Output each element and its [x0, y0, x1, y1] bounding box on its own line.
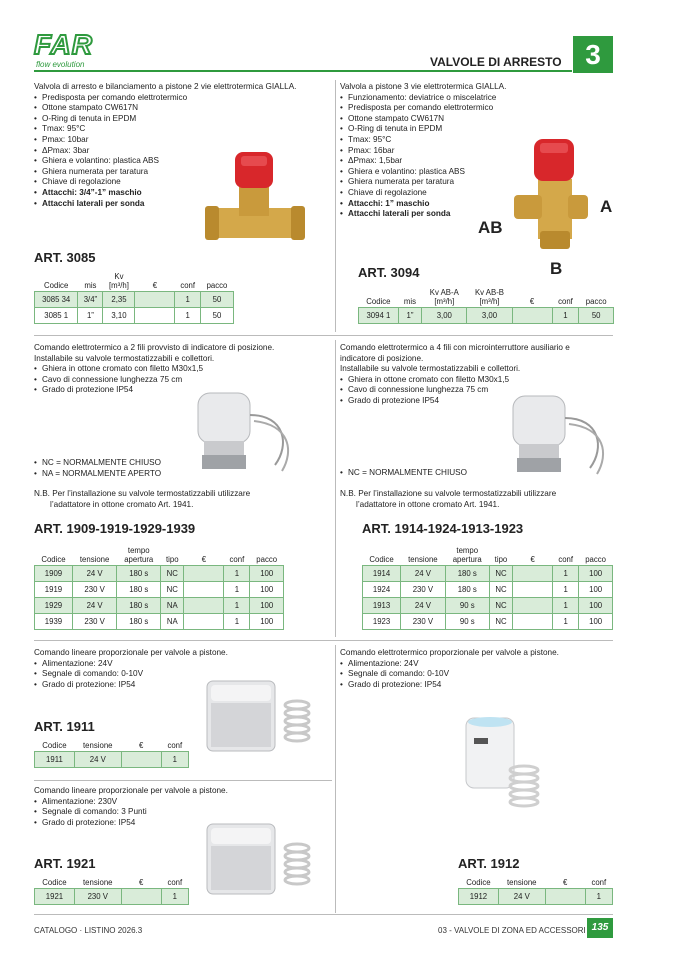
page-title: VALVOLE DI ARRESTO — [430, 55, 562, 69]
cell: 180 s — [445, 582, 489, 598]
cell: 24 V — [498, 889, 545, 905]
product-intro: Installabile su valvole termostatizzabili e collettori. — [340, 364, 521, 374]
cell: 90 s — [445, 614, 489, 630]
cell: 3,10 — [103, 308, 135, 324]
feature-item: • Ghiera numerata per taratura — [340, 177, 615, 188]
col-header: € — [138, 741, 144, 750]
nb-line: N.B. Per l’installazione su valvole termostatizzabili utilizzare — [34, 489, 251, 498]
art-1914-table — [362, 545, 613, 630]
cell: NC — [489, 614, 512, 630]
col-header: Codice — [41, 555, 66, 564]
feature-item: • Segnale di comando: 0-10V — [34, 669, 332, 680]
col-header: Codice — [44, 281, 69, 290]
cell: NC — [161, 566, 184, 582]
cell: 1 — [175, 292, 201, 308]
cell: 230 V — [74, 889, 121, 905]
feature-item: • Pmax: 16bar — [340, 146, 615, 157]
note-item: • NA = NORMALMENTE APERTO — [34, 469, 234, 480]
product-intro: Comando elettrotermico a 4 fili con microinterruttore ausiliario e — [340, 343, 570, 352]
cell: 1924 — [363, 582, 401, 598]
art-1909-table — [34, 545, 284, 630]
cell — [135, 308, 175, 324]
valve-3094-image — [510, 135, 590, 250]
col-header: tensione — [408, 555, 438, 564]
feature-item: • Chiave di regolazione — [340, 188, 615, 199]
cell: 1 — [224, 582, 250, 598]
cell: 1 — [553, 566, 579, 582]
cell: 230 V — [401, 614, 446, 630]
cell — [513, 582, 553, 598]
col-header: tipo — [166, 555, 179, 564]
feature-item: • Segnale di comando: 0-10V — [340, 669, 615, 680]
page-number: 135 — [587, 918, 613, 938]
feature-item: • Ghiera in ottone cromato con filetto M30x1,5 — [340, 375, 615, 386]
cell: 3,00 — [467, 308, 512, 324]
cell: 180 s — [445, 566, 489, 582]
feature-item: • Ghiera numerata per taratura — [34, 167, 332, 178]
art-3094-table — [358, 287, 614, 324]
col-header: mis — [84, 281, 97, 290]
table-header — [35, 271, 234, 292]
col-header: € — [530, 555, 535, 564]
note-item: • NC = NORMALMENTE CHIUSO — [34, 458, 234, 469]
row-divider — [34, 640, 613, 641]
col-header-line: tempo — [456, 546, 479, 555]
table-row — [35, 598, 284, 614]
col-header: tipo — [494, 555, 508, 564]
col-header: conf — [167, 878, 183, 887]
feature-item: • Grado di protezione IP54 — [34, 385, 332, 396]
cell: 1 — [224, 566, 250, 582]
cell: NC — [489, 598, 512, 614]
col-header: € — [529, 297, 535, 306]
column-divider — [335, 340, 336, 637]
feature-item: • Ghiera in ottone cromato con filetto M30x1,5 — [34, 364, 332, 375]
cell: 1 — [553, 582, 579, 598]
cell — [513, 598, 553, 614]
cell: 3094 1 — [359, 308, 399, 324]
nb-1914 — [340, 489, 615, 510]
actuator-1912-image — [462, 712, 547, 812]
cell: NC — [161, 582, 184, 598]
cell: 100 — [579, 566, 613, 582]
art-1911-table — [34, 740, 189, 768]
table-row — [359, 308, 614, 324]
cell: 1 — [175, 308, 201, 324]
col-header: tensione — [507, 878, 537, 887]
art-3085-table — [34, 271, 234, 324]
col-header: conf — [558, 297, 573, 306]
logo-tagline: flow evolution — [36, 60, 85, 69]
cell: 1 — [585, 889, 612, 905]
nb-line: l’adattatore in ottone cromato Art. 1941. — [356, 499, 500, 509]
art-1911-title: ART. 1911 — [34, 719, 95, 734]
col-header: pacco — [206, 281, 228, 290]
product-intro: Comando elettrotermico proporzionale per valvole a pistone. — [340, 648, 559, 657]
feature-item: • Grado di protezione: IP54 — [34, 818, 332, 829]
table-row — [35, 308, 234, 324]
col-header: mis — [403, 297, 417, 306]
cell: 1909 — [35, 566, 73, 582]
footer-section: 03 - VALVOLE DI ZONA ED ACCESSORI — [438, 926, 586, 935]
col-header-unit: [m³/h] — [434, 297, 455, 306]
table-row — [35, 614, 284, 630]
cell: 24 V — [72, 598, 116, 614]
col-header: Codice — [369, 555, 394, 564]
cell: 1923 — [363, 614, 401, 630]
cell: 230 V — [401, 582, 446, 598]
cell: 1912 — [459, 889, 499, 905]
cell: 3085 34 — [35, 292, 78, 308]
cell: 100 — [579, 582, 613, 598]
cell — [545, 889, 585, 905]
col-header: pacco — [256, 555, 278, 564]
table-row — [363, 582, 613, 598]
feature-item: • Predisposta per comando elettrotermico — [340, 103, 615, 114]
table-header — [35, 545, 284, 566]
feature-item: • Attacchi: 1” maschio — [340, 199, 615, 210]
feature-item: • Alimentazione: 230V — [34, 797, 332, 808]
row-divider — [34, 914, 613, 915]
feature-item: • O-Ring di tenuta in EPDM — [34, 114, 332, 125]
actuator-1914-image — [505, 390, 615, 480]
table-row — [35, 752, 189, 768]
feature-item: • Ottone stampato CW617N — [340, 114, 615, 125]
feature-item: • Chiave di regolazione — [34, 177, 332, 188]
col-header: conf — [229, 555, 245, 564]
cell — [135, 292, 175, 308]
cell: 100 — [250, 566, 284, 582]
cell: NA — [161, 614, 184, 630]
note-item: • NC = NORMALMENTE CHIUSO — [340, 468, 540, 479]
footer-catalog: CATALOGO · LISTINO 2026.3 — [34, 926, 143, 935]
cell: 1 — [552, 308, 579, 324]
cell: 1” — [78, 308, 103, 324]
feature-item: • Pmax: 10bar — [34, 135, 332, 146]
cell — [184, 598, 224, 614]
feature-item: • Attacchi laterali per sonda — [34, 199, 332, 210]
feature-item: • Alimentazione: 24V — [34, 659, 332, 670]
cell — [184, 614, 224, 630]
table-row — [35, 566, 284, 582]
feature-item: • Grado di protezione: IP54 — [340, 680, 615, 691]
col-header: Codice — [42, 741, 67, 750]
col-header: conf — [591, 878, 607, 887]
cell: 1 — [553, 598, 579, 614]
feature-item: • ΔPmax: 3bar — [34, 146, 332, 157]
col-header — [467, 287, 512, 308]
feature-item: • Grado di protezione: IP54 — [34, 680, 332, 691]
table-header — [359, 287, 614, 308]
col-header-unit: [m³/h] — [479, 297, 500, 306]
col-header: pacco — [585, 555, 607, 564]
cell: 1 — [224, 614, 250, 630]
feature-item: • Tmax: 95°C — [34, 124, 332, 135]
table-header — [35, 877, 189, 889]
cell: 3/4” — [78, 292, 103, 308]
cell: 1929 — [35, 598, 73, 614]
cell — [184, 582, 224, 598]
cell: 1 — [224, 598, 250, 614]
cell: 180 s — [117, 598, 161, 614]
feature-item: • Grado di protezione IP54 — [340, 396, 615, 407]
col-header: conf — [558, 555, 574, 564]
feature-item: • Attacchi laterali per sonda — [340, 209, 615, 220]
product-intro: Valvola di arresto e bilanciamento a pistone 2 vie elettrotermica GIALLA. — [34, 82, 297, 91]
column-divider — [335, 645, 336, 913]
col-header: tensione — [83, 741, 113, 750]
product-1912-text — [340, 648, 615, 690]
feature-item: • O-Ring di tenuta in EPDM — [340, 124, 615, 135]
table-row — [363, 598, 613, 614]
col-header-line: apertura — [452, 555, 482, 564]
col-header: € — [562, 878, 568, 887]
cell: 230 V — [72, 582, 116, 598]
header-rule — [34, 70, 572, 72]
cell: 1913 — [363, 598, 401, 614]
col-header — [117, 545, 161, 566]
cell: 230 V — [72, 614, 116, 630]
col-header: conf — [167, 741, 183, 750]
col-header: € — [201, 555, 207, 564]
nb-line: l’adattatore in ottone cromato Art. 1941. — [50, 499, 194, 509]
product-intro: Valvola a pistone 3 vie elettrotermica GIALLA. — [340, 82, 507, 91]
col-header: € — [138, 878, 144, 887]
art-3094-title: ART. 3094 — [358, 265, 420, 280]
cell: 1939 — [35, 614, 73, 630]
feature-item: • Predisposta per comando elettrotermico — [34, 93, 332, 104]
feature-item: • ΔPmax: 1,5bar — [340, 156, 615, 167]
col-header-line: apertura — [124, 555, 154, 564]
feature-item: • Ottone stampato CW617N — [34, 103, 332, 114]
col-header: Codice — [42, 878, 67, 887]
cell: NC — [489, 566, 512, 582]
cell: 100 — [579, 614, 613, 630]
cell: 100 — [250, 614, 284, 630]
art-1909-title: ART. 1909-1919-1929-1939 — [34, 521, 196, 536]
port-label-ab: AB — [478, 218, 503, 237]
cell — [121, 752, 161, 768]
table-row — [459, 889, 613, 905]
cell: 1 — [553, 614, 579, 630]
cell: NA — [161, 598, 184, 614]
cell: 24 V — [74, 752, 121, 768]
cell: 1921 — [35, 889, 75, 905]
product-intro: Comando elettrotermico a 2 fili provvisto di indicatore di posizione. — [34, 343, 275, 352]
cell — [513, 566, 553, 582]
cell: 1 — [161, 752, 188, 768]
col-header: Codice — [366, 297, 391, 306]
cell: 1914 — [363, 566, 401, 582]
cell: 100 — [250, 598, 284, 614]
cell — [513, 614, 553, 630]
col-header: € — [152, 281, 158, 290]
table-row — [363, 566, 613, 582]
port-label-b: B — [550, 259, 563, 278]
cell: 50 — [200, 308, 233, 324]
cell — [184, 566, 224, 582]
actuator-1921-image — [205, 818, 320, 903]
cell: 24 V — [401, 598, 446, 614]
col-header: pacco — [585, 297, 607, 306]
feature-item: • Cavo di connessione lunghezza 75 cm — [34, 375, 332, 386]
col-header — [103, 271, 135, 292]
col-header — [445, 545, 489, 566]
cell — [121, 889, 161, 905]
feature-item: • Ghiera e volantino: plastica ABS — [340, 167, 615, 178]
cell: 50 — [579, 308, 614, 324]
note-list — [340, 468, 540, 479]
col-header-line: Kv — [114, 272, 124, 281]
cell: 24 V — [401, 566, 446, 582]
cell: 100 — [579, 598, 613, 614]
valve-3085-image — [205, 150, 305, 250]
col-header-unit: [m³/h] — [108, 281, 129, 290]
far-logo — [34, 30, 102, 60]
product-intro: indicatore di posizione. — [340, 353, 424, 363]
col-header-line: Kv AB-A — [429, 288, 459, 297]
col-header: tensione — [83, 878, 113, 887]
feature-item: • Segnale di comando: 3 Punti — [34, 807, 332, 818]
row-divider — [34, 780, 332, 781]
art-1914-title: ART. 1914-1924-1913-1923 — [362, 521, 524, 536]
feature-item: • Cavo di connessione lunghezza 75 cm — [340, 385, 615, 396]
cell — [512, 308, 552, 324]
art-3085-title: ART. 3085 — [34, 250, 96, 265]
table-row — [35, 292, 234, 308]
art-1912-table — [458, 877, 613, 905]
cell: NC — [489, 582, 512, 598]
column-divider — [335, 80, 336, 332]
note-list — [34, 458, 234, 479]
nb-1909 — [34, 489, 332, 510]
feature-item: • Attacchi: 3/4”-1” maschio — [34, 188, 332, 199]
notes-1914 — [340, 468, 540, 479]
cell: 1 — [161, 889, 188, 905]
cell: 1911 — [35, 752, 75, 768]
product-intro: Comando lineare proporzionale per valvole a pistone. — [34, 786, 228, 795]
cell: 24 V — [72, 566, 116, 582]
table-row — [363, 614, 613, 630]
section-number: 3 — [573, 36, 613, 73]
product-intro: Installabile su valvole termostatizzabili e collettori. — [34, 353, 215, 363]
cell: 1919 — [35, 582, 73, 598]
col-header — [422, 287, 467, 308]
table-row — [35, 582, 284, 598]
logo-text: FAR — [34, 29, 93, 60]
notes-1909 — [34, 458, 234, 479]
col-header: Codice — [466, 878, 491, 887]
cell: 100 — [250, 582, 284, 598]
feature-list — [340, 659, 615, 691]
art-1921-table — [34, 877, 189, 905]
cell: 90 s — [445, 598, 489, 614]
cell: 180 s — [117, 566, 161, 582]
cell: 180 s — [117, 582, 161, 598]
feature-item: • Funzionamento: deviatrice o miscelatrice — [340, 93, 615, 104]
cell: 3,00 — [422, 308, 467, 324]
cell: 2,35 — [103, 292, 135, 308]
col-header: tensione — [79, 555, 110, 564]
cell: 1” — [398, 308, 421, 324]
table-header — [363, 545, 613, 566]
col-header: conf — [180, 281, 196, 290]
nb-line: N.B. Per l’installazione su valvole termostatizzabili utilizzare — [340, 489, 557, 498]
cell: 3085 1 — [35, 308, 78, 324]
table-header — [35, 740, 189, 752]
feature-item: • Tmax: 95°C — [340, 135, 615, 146]
cell: 50 — [200, 292, 233, 308]
art-1912-title: ART. 1912 — [458, 856, 520, 871]
port-label-a: A — [600, 197, 613, 216]
feature-item: • Ghiera e volantino: plastica ABS — [34, 156, 332, 167]
col-header-line: tempo — [127, 546, 150, 555]
actuator-1911-image — [205, 675, 320, 760]
feature-item: • Alimentazione: 24V — [340, 659, 615, 670]
art-1921-title: ART. 1921 — [34, 856, 96, 871]
col-header-line: Kv AB-B — [474, 288, 505, 297]
product-intro: Comando lineare proporzionale per valvole a pistone. — [34, 648, 228, 657]
row-divider — [34, 335, 613, 336]
cell: 180 s — [117, 614, 161, 630]
table-row — [35, 889, 189, 905]
table-header — [459, 877, 613, 889]
